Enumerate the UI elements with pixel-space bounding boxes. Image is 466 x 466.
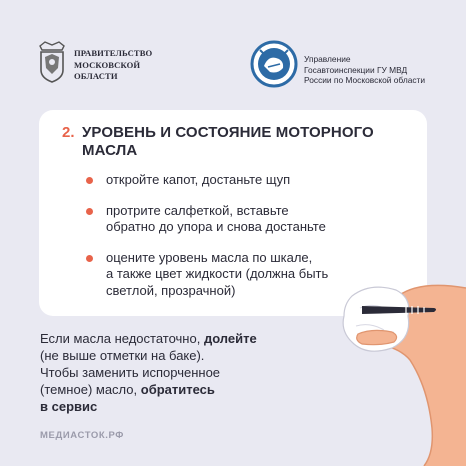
- advice-line: (не выше отметки на баке).: [40, 348, 205, 363]
- advice-text-bold: в сервис: [40, 399, 98, 414]
- step-title: [82, 124, 402, 159]
- bullet-dot-icon: [86, 208, 93, 215]
- list-item-text: откройте капот, достаньте щуп: [106, 172, 291, 187]
- org-right-line: Госавтоинспекции ГУ МВД: [304, 64, 408, 75]
- advice-note: [40, 330, 300, 415]
- org-left-line: ОБЛАСТИ: [74, 71, 118, 81]
- advice-text: Если масла недостаточно,: [40, 331, 204, 346]
- hand-holding-dipstick-illustration: [300, 268, 466, 466]
- step-title-line: УРОВЕНЬ И СОСТОЯНИЕ МОТОРНОГО: [82, 124, 374, 141]
- step-number: 2.: [62, 124, 75, 141]
- advice-line: [40, 381, 300, 398]
- advice-line: Чтобы заменить испорченное: [40, 365, 221, 380]
- org-left-line: ПРАВИТЕЛЬСТВО: [74, 48, 153, 58]
- org-right-line: Управление: [304, 54, 351, 64]
- list-item-text: протрите салфеткой, вставьте: [106, 202, 289, 218]
- traffic-police-emblem-icon: [250, 40, 298, 88]
- step-title-line: МАСЛА: [82, 141, 138, 159]
- org-right-line: России по Московской области: [304, 75, 426, 85]
- advice-line: [40, 398, 300, 415]
- advice-text: (темное) масло,: [40, 382, 141, 397]
- footer-brand: МЕДИАСТОК.РФ: [40, 430, 125, 441]
- list-item: [86, 172, 406, 189]
- advice-text-bold: долейте: [203, 331, 257, 346]
- traffic-police-name: [304, 54, 425, 86]
- list-item-text: оцените уровень масла по шкале,: [106, 249, 313, 265]
- list-item: [86, 203, 406, 236]
- bullet-dot-icon: [86, 177, 93, 184]
- org-left-line: МОСКОВСКОЙ: [74, 59, 141, 70]
- government-name: [74, 48, 152, 83]
- header: [0, 0, 466, 100]
- list-item-text: обратно до упора и снова достаньте: [106, 219, 326, 234]
- advice-text-bold: обратитесь: [140, 382, 215, 397]
- list-item-text: а также цвет жидкости (должна быть: [106, 266, 329, 281]
- advice-line: [40, 330, 300, 347]
- bullet-dot-icon: [86, 255, 93, 262]
- moscow-oblast-coat-of-arms-icon: [36, 40, 68, 84]
- list-item-text: светлой, прозрачной): [106, 282, 236, 298]
